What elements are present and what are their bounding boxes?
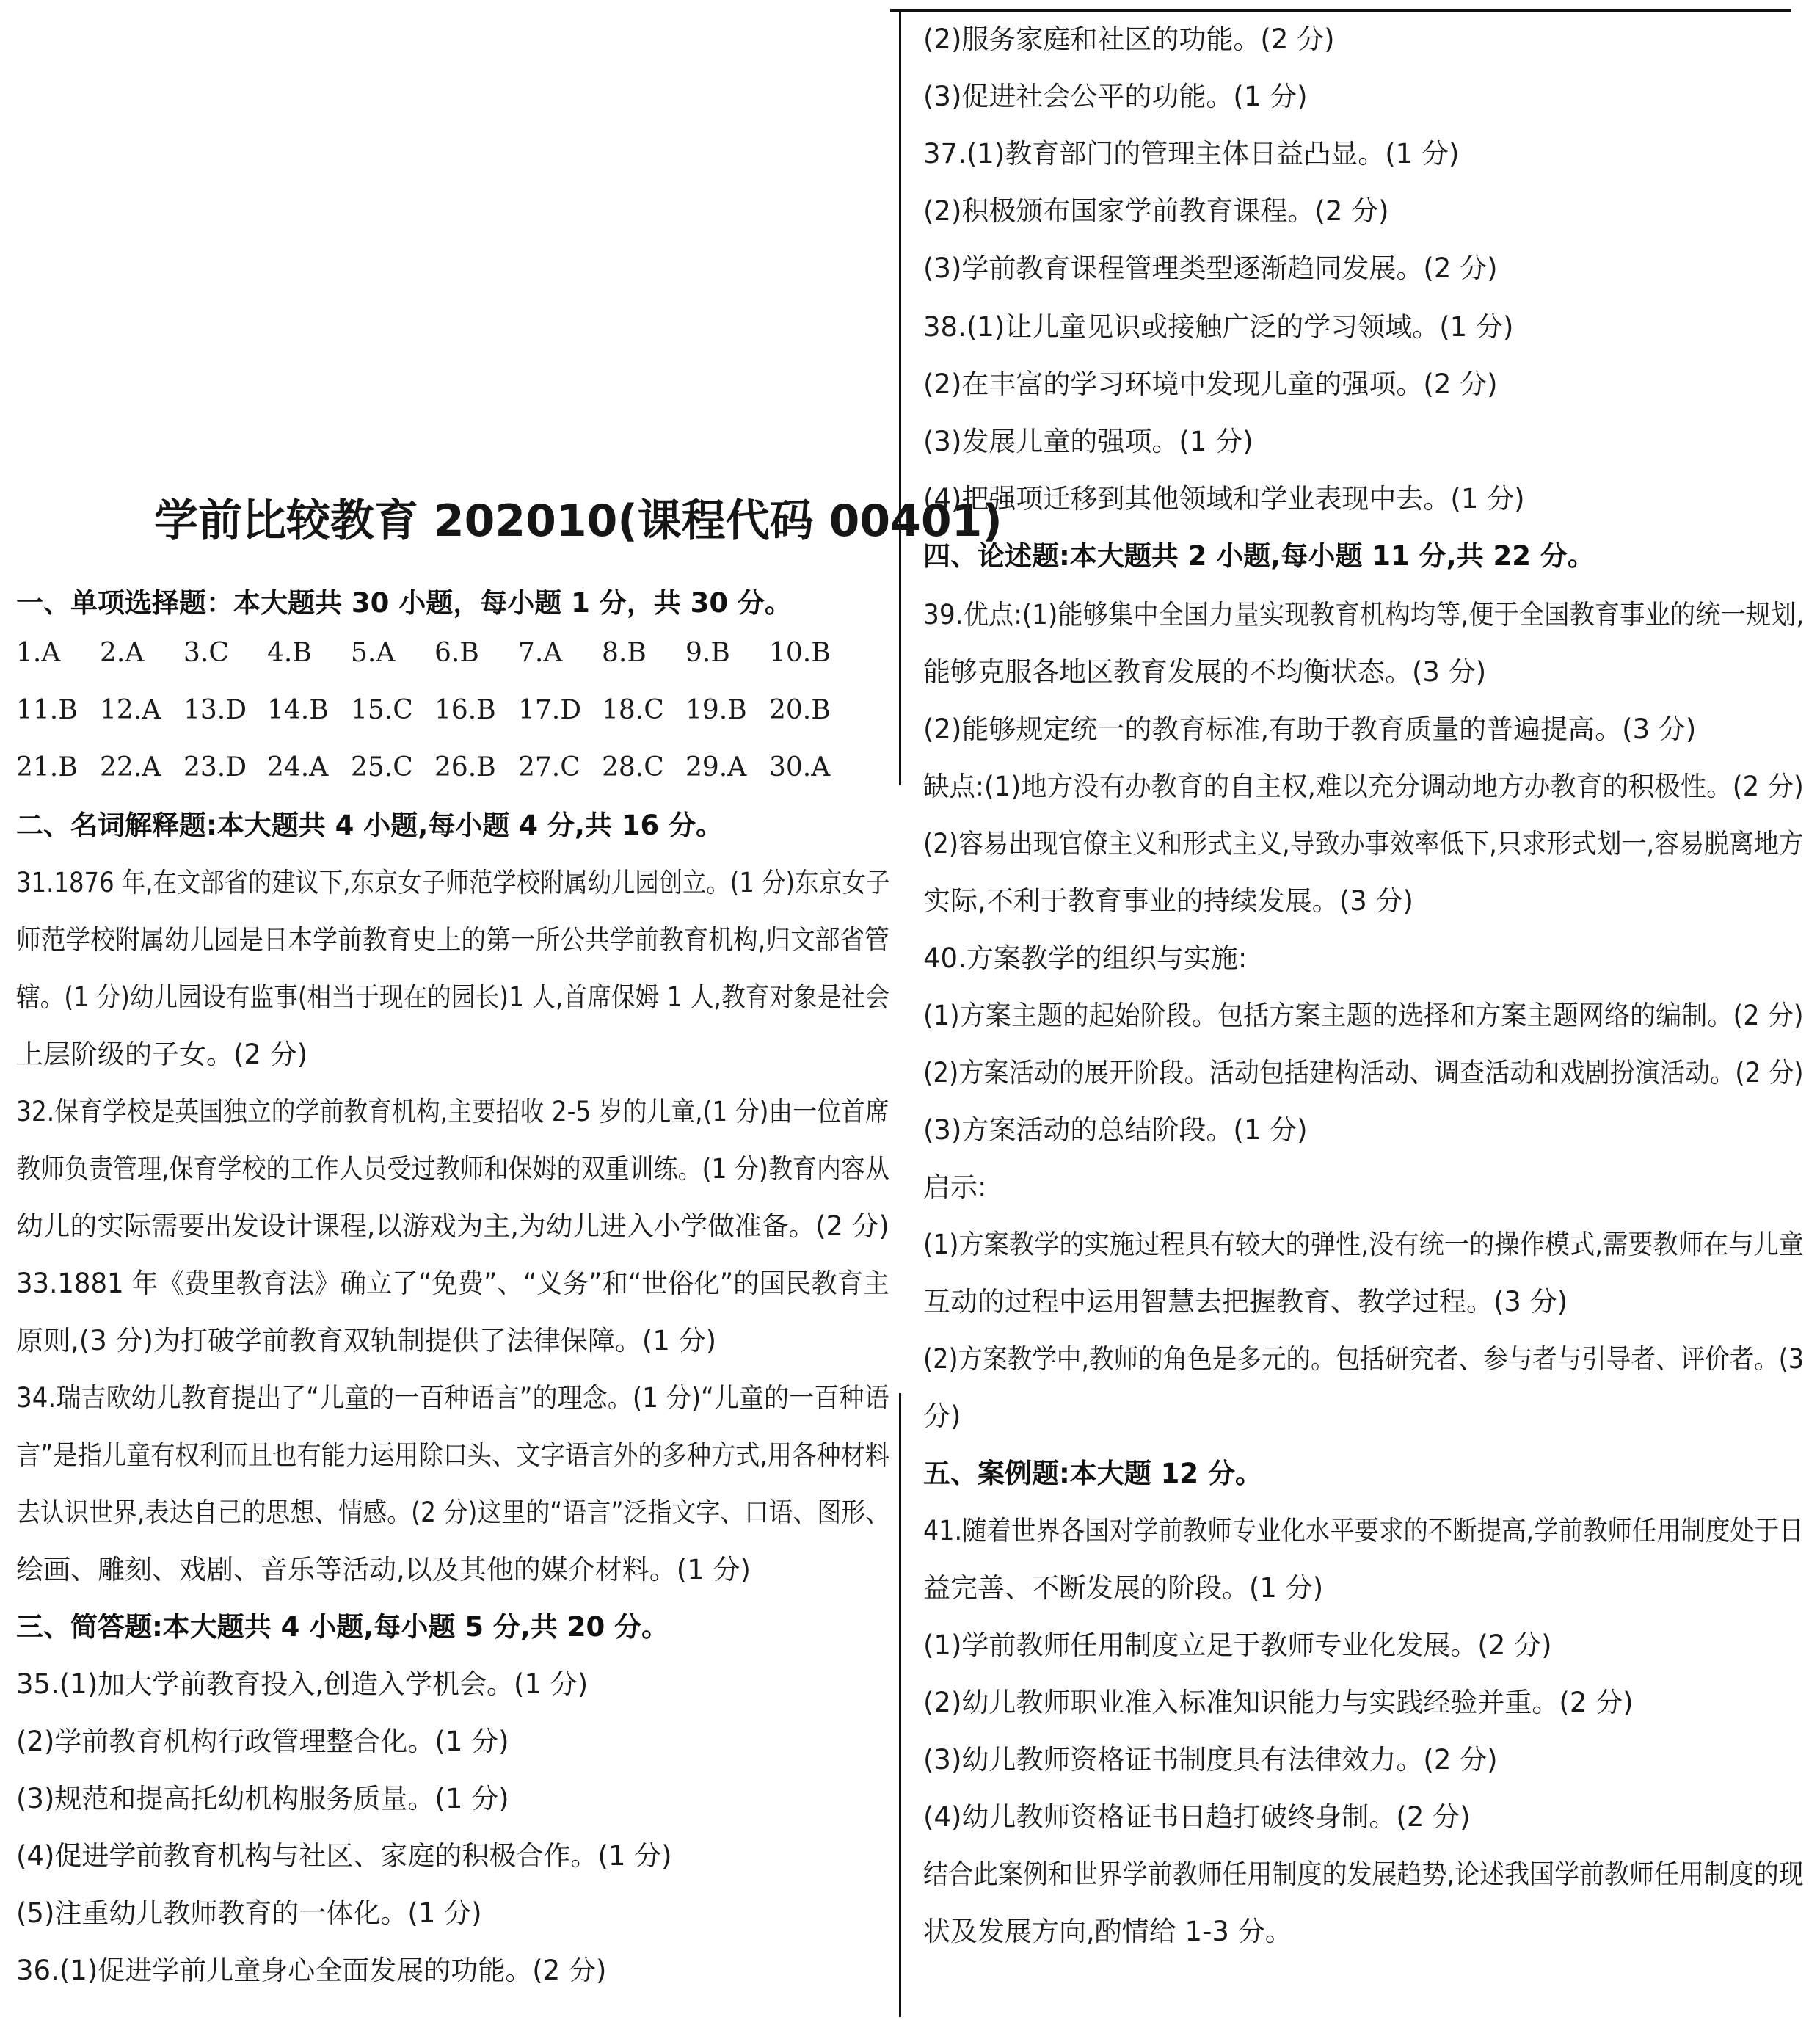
mc-answer: 18.C: [602, 695, 664, 725]
mc-answer: 9.B: [685, 638, 730, 668]
answer-line: 32.保育学校是英国独立的学前教育机构,主要招收 2-5 岁的儿童,(1 分)由一位首席: [16, 1096, 889, 1127]
mc-answer: 13.D: [183, 695, 247, 725]
answer-line: 去认识世界,表达自己的思想、情感。(2 分)这里的“语言”泛指文字、口语、图形、: [16, 1497, 890, 1528]
section-heading-2: 二、名词解释题:本大题共 4 小题,每小题 4 分,共 16 分。: [16, 810, 724, 841]
answer-line: 34.瑞吉欧幼儿教育提出了“儿童的一百种语言”的理念。(1 分)“儿童的一百种语: [16, 1382, 889, 1414]
answer-line: (2)积极颁布国家学前教育课程。(2 分): [923, 195, 1389, 227]
answer-line: 39.优点:(1)能够集中全国力量实现教育机构均等,便于全国教育事业的统一规划,: [923, 599, 1805, 630]
answer-line: (1)方案主题的起始阶段。包括方案主题的选择和方案主题网络的编制。(2 分): [923, 1000, 1804, 1031]
mc-row: [16, 637, 889, 669]
answer-line: 36.(1)促进学前儿童身心全面发展的功能。(2 分): [16, 1955, 607, 1986]
section-heading-5: 五、案例题:本大题 12 分。: [923, 1458, 1263, 1489]
answer-line: (3)方案活动的总结阶段。(1 分): [923, 1114, 1308, 1146]
answer-line: 言”是指儿童有权利而且也有能力运用除口头、文字语言外的多种方式,用各种材料: [16, 1439, 889, 1471]
answer-line: 原则,(3 分)为打破学前教育双轨制提供了法律保障。(1 分): [16, 1325, 717, 1356]
answer-line: (5)注重幼儿教师教育的一体化。(1 分): [16, 1897, 482, 1929]
answer-line: (2)学前教育机构行政管理整合化。(1 分): [16, 1726, 509, 1757]
mc-answer: 8.B: [602, 638, 647, 668]
answer-line: 辖。(1 分)幼儿园设有监事(相当于现在的园长)1 人,首席保姆 1 人,教育对象是社会: [16, 981, 889, 1013]
mc-answer: 23.D: [183, 752, 247, 782]
mc-answer: 27.C: [518, 752, 580, 782]
mc-answer: 24.A: [267, 752, 329, 782]
answer-line: 分): [923, 1400, 961, 1432]
mc-answer: 4.B: [267, 638, 312, 668]
answer-line: 状及发展方向,酌情给 1-3 分。: [923, 1916, 1292, 1947]
answer-line: 启示:: [923, 1171, 987, 1203]
mc-answer: 15.C: [351, 695, 413, 725]
answer-line: (2)方案教学中,教师的角色是多元的。包括研究者、参与者与引导者、评价者。(3: [923, 1343, 1805, 1375]
top-rule: [890, 9, 1791, 12]
mc-answer: 11.B: [16, 695, 78, 725]
mc-answer: 16.B: [434, 695, 496, 725]
mc-answer: 19.B: [685, 695, 747, 725]
section-heading-1: 一、单项选择题：本大题共 30 小题，每小题 1 分，共 30 分。: [16, 587, 793, 619]
mc-answer: 2.A: [100, 638, 145, 668]
answer-line: 40.方案教学的组织与实施:: [923, 942, 1248, 974]
answer-line: (1)方案教学的实施过程具有较大的弹性,没有统一的操作模式,需要教师在与儿童: [923, 1229, 1804, 1260]
mc-answer: 10.B: [769, 638, 831, 668]
answer-line: 35.(1)加大学前教育投入,创造入学机会。(1 分): [16, 1668, 589, 1700]
answer-line: (2)容易出现官僚主义和形式主义,导致办事效率低下,只求形式划一,容易脱离地方: [923, 828, 1804, 859]
answer-line: 实际,不利于教育事业的持续发展。(3 分): [923, 885, 1413, 917]
answer-line: 41.随着世界各国对学前教师专业化水平要求的不断提高,学前教师任用制度处于日: [923, 1515, 1804, 1547]
answer-line: 上层阶级的子女。(2 分): [16, 1039, 308, 1070]
mc-row: [16, 752, 889, 784]
mc-answer: 7.A: [518, 638, 563, 668]
answer-line: 互动的过程中运用智慧去把握教育、教学过程。(3 分): [923, 1286, 1568, 1318]
column-divider-lower: [899, 1393, 901, 2017]
column-divider-upper: [899, 10, 901, 785]
mc-answer: 17.D: [518, 695, 582, 725]
mc-answer: 20.B: [769, 695, 831, 725]
answer-line: 37.(1)教育部门的管理主体日益凸显。(1 分): [923, 138, 1460, 170]
mc-answer: 6.B: [434, 638, 479, 668]
answer-line: (4)促进学前教育机构与社区、家庭的积极合作。(1 分): [16, 1840, 672, 1872]
answer-line: (2)在丰富的学习环境中发现儿童的强项。(2 分): [923, 368, 1498, 400]
answer-line: (4)幼儿教师资格证书日趋打破终身制。(2 分): [923, 1801, 1471, 1833]
answer-line: (3)规范和提高托幼机构服务质量。(1 分): [16, 1783, 509, 1814]
mc-answer: 1.A: [16, 638, 61, 668]
mc-answer: 21.B: [16, 752, 78, 782]
answer-line: 师范学校附属幼儿园是日本学前教育史上的第一所公共学前教育机构,归文部省管: [16, 924, 889, 956]
answer-line: 缺点:(1)地方没有办教育的自主权,难以充分调动地方办教育的积极性。(2 分): [923, 771, 1804, 802]
mc-answer: 14.B: [267, 695, 329, 725]
mc-answer: 26.B: [434, 752, 496, 782]
answer-line: (1)学前教师任用制度立足于教师专业化发展。(2 分): [923, 1629, 1552, 1661]
mc-answer: 12.A: [100, 695, 161, 725]
mc-answer: 22.A: [100, 752, 161, 782]
page-title: 学前比较教育 202010(课程代码 00401): [154, 495, 1002, 547]
mc-answer: 30.A: [769, 752, 831, 782]
answer-line: 结合此案例和世界学前教师任用制度的发展趋势,论述我国学前教师任用制度的现: [923, 1858, 1804, 1890]
answer-line: 38.(1)让儿童见识或接触广泛的学习领域。(1 分): [923, 311, 1514, 343]
mc-answer: 28.C: [602, 752, 664, 782]
answer-line: (4)把强项迁移到其他领域和学业表现中去。(1 分): [923, 483, 1525, 515]
answer-line: (2)幼儿教师职业准入标准知识能力与实践经验并重。(2 分): [923, 1687, 1634, 1718]
answer-line: (2)能够规定统一的教育标准,有助于教育质量的普遍提高。(3 分): [923, 713, 1697, 745]
answer-line: 能够克服各地区教育发展的不均衡状态。(3 分): [923, 656, 1487, 688]
answer-line: 教师负责管理,保育学校的工作人员受过教师和保姆的双重训练。(1 分)教育内容从: [16, 1153, 889, 1185]
answer-line: 益完善、不断发展的阶段。(1 分): [923, 1572, 1324, 1604]
answer-line: (2)方案活动的展开阶段。活动包括建构活动、调查活动和戏剧扮演活动。(2 分): [923, 1057, 1804, 1088]
answer-line: (3)幼儿教师资格证书制度具有法律效力。(2 分): [923, 1744, 1498, 1776]
mc-answer: 3.C: [183, 638, 229, 668]
answer-line: (2)服务家庭和社区的功能。(2 分): [923, 23, 1335, 55]
answer-line: (3)促进社会公平的功能。(1 分): [923, 81, 1308, 112]
answer-line: (3)发展儿童的强项。(1 分): [923, 426, 1253, 457]
section-heading-4: 四、论述题:本大题共 2 小题,每小题 11 分,共 22 分。: [923, 540, 1595, 572]
answer-line: 幼儿的实际需要出发设计课程,以游戏为主,为幼儿进入小学做准备。(2 分): [16, 1210, 889, 1242]
mc-row: [16, 694, 889, 727]
answer-line: (3)学前教育课程管理类型逐渐趋同发展。(2 分): [923, 252, 1498, 284]
answer-line: 33.1881 年《费里教育法》确立了“免费”、“义务”和“世俗化”的国民教育主: [16, 1268, 889, 1299]
mc-answer: 29.A: [685, 752, 747, 782]
answer-line: 31.1876 年,在文部省的建议下,东京女子师范学校附属幼儿园创立。(1 分)东京女子: [16, 867, 890, 898]
mc-answer: 25.C: [351, 752, 413, 782]
mc-answer: 5.A: [351, 638, 396, 668]
section-heading-3: 三、简答题:本大题共 4 小题,每小题 5 分,共 20 分。: [16, 1611, 669, 1643]
answer-line: 绘画、雕刻、戏剧、音乐等活动,以及其他的媒介材料。(1 分): [16, 1554, 751, 1585]
